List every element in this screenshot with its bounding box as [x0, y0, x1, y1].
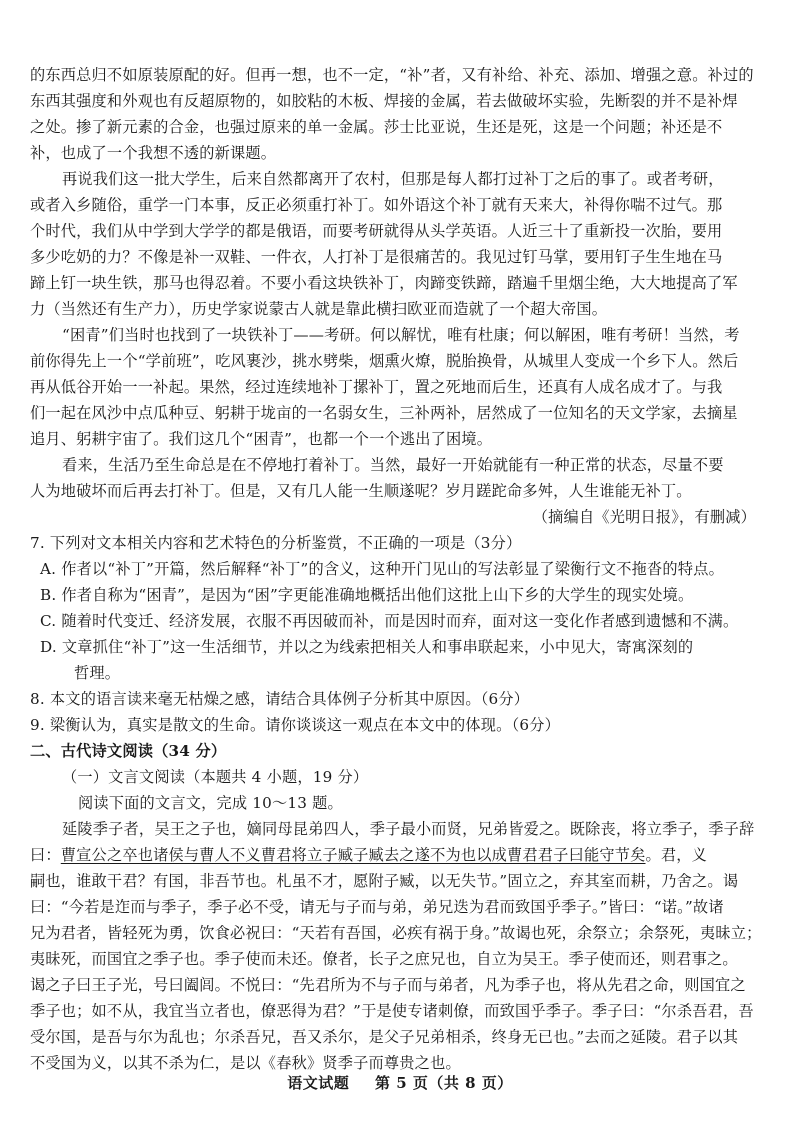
essay-line: 人为地破坏而后再去打补丁。但是，又有几人能一生顺遂呢？岁月蹉跎命多舛，人生谁能无补丁。 [30, 482, 692, 500]
subsection-title: （一）文言文阅读（本题共 4 小题，19 分） [62, 768, 369, 786]
page-footer [0, 1072, 800, 1093]
essay-line: 之处。掺了新元素的合金，也强过原来的单一金属。莎士比亚说，生还是死，这是一个问题；补还是不 [30, 118, 723, 136]
essay-line: 个时代，我们从中学到大学学的都是俄语，而要考研就得从头学英语。人近三十了重新投一次胎，要用 [30, 222, 723, 240]
section-title: 二、古代诗文阅读（34 分） [30, 742, 227, 760]
classical-line: 曰：“今若是迮而与季子，季子必不受，请无与子而与弟，弟兄迭为君而致国乎季子。”皆曰：“诺。”故诸 [30, 898, 724, 916]
classical-line: 不受国为义，以其不杀为仁，是以《春秋》贤季子而尊贵之也。 [30, 1054, 461, 1072]
footer-subject: 语文试题 [287, 1074, 350, 1092]
essay-line: 们一起在风沙中点瓜种豆、躬耕于垅亩的一名弱女生，三补两补，居然成了一位知名的天文学家，去摘星 [30, 404, 738, 422]
essay-line: 或者入乡随俗，重学一门本事，反正必须重打补丁。如外语这个补丁就有天来大，补得你喘不过气。那 [30, 196, 723, 214]
classical-line: 季子也；如不从，我宜当立者也，僚恶得为君？”于是使专诸刺僚，而致国乎季子。季子曰：“尔杀吾君，吾 [30, 1002, 754, 1020]
essay-line: 力（当然还有生产力），历史学家说蒙古人就是靠此横扫欧亚而造就了一个超大帝国。 [30, 300, 608, 318]
classical-line: 延陵季子者，吴王之子也，嫡同母昆弟四人，季子最小而贤，兄弟皆爱之。既除丧，将立季子，季子辞 [62, 820, 755, 838]
essay-line: 再说我们这一批大学生，后来自然都离开了农村，但那是每人都打过补丁之后的事了。或者考研， [62, 170, 724, 188]
question-8: 8. 本文的语言读来毫无枯燥之感，请结合具体例子分析其中原因。（6分） [30, 690, 530, 708]
footer-page-number: 第 5 页（共 8 页） [374, 1074, 513, 1092]
question-7-option-a: A. 作者以“补丁”开篇，然后解释“补丁”的含义，这种开门见山的写法彰显了梁衡行文不拖沓的特点。 [40, 560, 724, 578]
underlined-sentence: 曹宣公之卒也诸侯与曹人不义曹君将立子臧子臧去之遂不为也以成曹君君子曰能守节矣 [60, 846, 646, 864]
essay-line: 再从低谷开始一一补起。果然，经过连续地补丁摞补丁，置之死地而后生，还真有人成名成才了。与我 [30, 378, 723, 396]
classical-line: 谒之子曰王子光，号曰阖闾。不悦曰：“先君所为不与子而与弟者，凡为季子也，将从先君之命，则国宜之 [30, 976, 746, 994]
reading-instruction: 阅读下面的文言文，完成 10～13 题。 [78, 794, 343, 812]
question-7-option-d-cont: 哲理。 [74, 664, 121, 682]
classical-line [30, 842, 770, 868]
essay-line: “困青”们当时也找到了一块铁补丁——考研。何以解忧，唯有杜康；何以解困，唯有考研！当然，考 [62, 326, 740, 344]
classical-line: 夷昧死，而国宜之季子也。季子使而未还。僚者，长子之庶兄也，自立为吴王。季子使而还，则君事之。 [30, 950, 738, 968]
classical-line: 兄为君者，皆轻死为勇，饮食必祝曰：“天若有吾国，必疾有祸于身。”故谒也死，余祭立；余祭死，夷昧立； [30, 924, 762, 942]
classical-text: 曰： [30, 846, 61, 864]
question-7-option-c: C. 随着时代变迁、经济发展，衣服不再因破而补，而是因时而弃，面对这一变化作者感到遗憾和不满。 [40, 612, 739, 630]
essay-line: 东西其强度和外观也有反超原物的，如胶粘的木板、焊接的金属，若去做破坏实验，先断裂的并不是补焊 [30, 92, 738, 110]
exam-page [30, 62, 770, 1076]
question-9: 9. 梁衡认为，真实是散文的生命。请你谈谈这一观点在本文中的体现。（6分） [30, 716, 560, 734]
essay-line: 蹄上钉一块生铁，那马也得忍着。不要小看这块铁补丁，肉蹄变铁蹄，踏遍千里烟尘绝，大大地提高了军 [30, 274, 738, 292]
classical-line: 嗣也，谁敢干君？有国，非吾节也。札虽不才，愿附子臧，以无失节。”固立之，弃其室而耕，乃舍之。谒 [30, 872, 739, 890]
classical-text: 。君，义 [645, 846, 708, 864]
essay-line: 的东西总归不如原装原配的好。但再一想，也不一定，“补”者，又有补给、补充、添加、增强之意。补过的 [30, 66, 754, 84]
essay-line: 前你得先上一个“学前班”，吃风裹沙，挑水劈柴，烟熏火燎，脱胎换骨，从城里人变成一个乡下人。然后 [30, 352, 739, 370]
essay-line: 看来，生活乃至生命总是在不停地打着补丁。当然，最好一开始就能有一种正常的状态，尽量不要 [62, 456, 724, 474]
question-7: 7. 下列对文本相关内容和艺术特色的分析鉴赏，不正确的一项是（3分） [30, 534, 522, 552]
essay-source: （摘编自《光明日报》，有删减） [532, 508, 756, 526]
classical-line: 受尔国，是吾与尔为乱也；尔杀吾兄，吾又杀尔，是父子兄弟相杀，终身无已也。”去而之延陵。君子以其 [30, 1028, 739, 1046]
essay-line: 补，也成了一个我想不透的新课题。 [30, 144, 277, 162]
essay-line: 多少吃奶的力？不像是补一双鞋、一件衣，人打补丁是很痛苦的。我见过钉马掌，要用钉子生生地在马 [30, 248, 723, 266]
essay-line: 追月、躬耕宇宙了。我们这几个“困青”，也都一个一个逃出了困境。 [30, 430, 493, 448]
question-7-option-b: B. 作者自称为“困青”，是因为“困”字更能准确地概括出他们这批上山下乡的大学生的现实处境。 [40, 586, 694, 604]
question-7-option-d: D. 文章抓住“补丁”这一生活细节，并以之为线索把相关人和事串联起来，小中见大，寄寓深刻的 [40, 638, 694, 656]
